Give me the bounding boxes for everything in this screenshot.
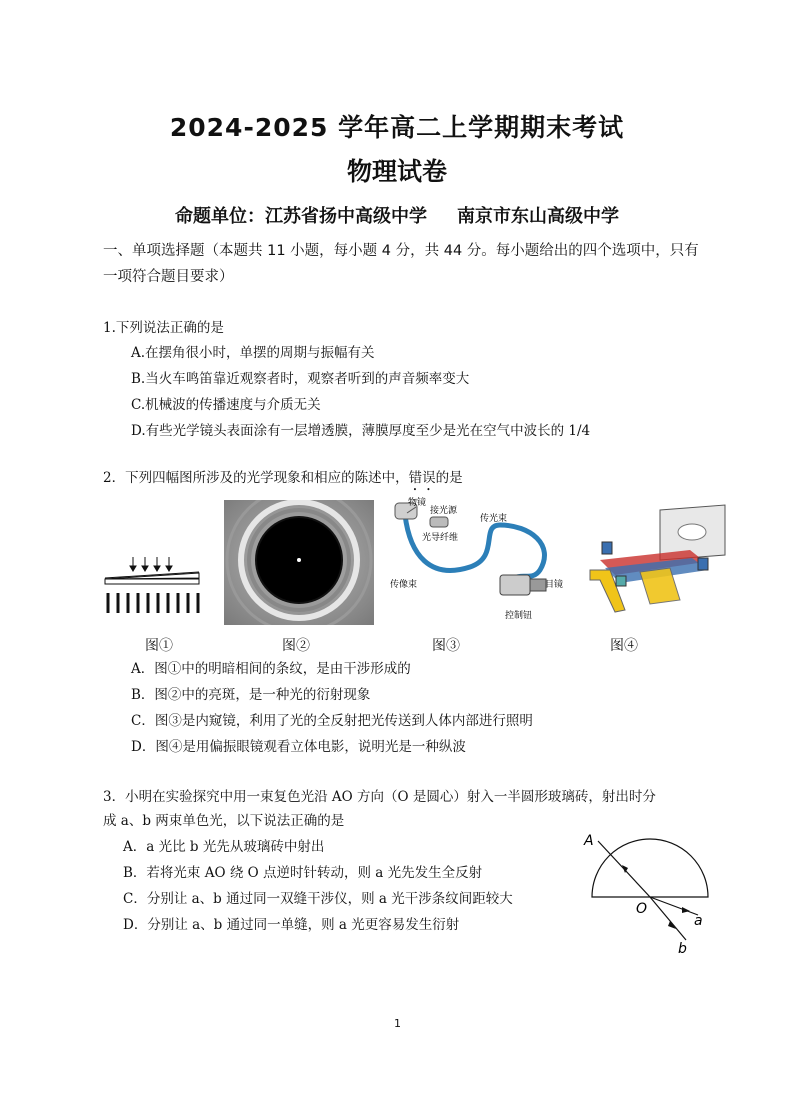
fig3-caption: 图③ — [432, 638, 460, 654]
q1-option-c: C.机械波的传播速度与介质无关 — [131, 397, 321, 413]
author-first: 命题单位：江苏省扬中高级中学 — [175, 206, 427, 227]
q2-option-d: D．图④是用偏振眼镜观看立体电影，说明光是一种纵波 — [131, 739, 466, 755]
fig3-label-knob: 控制钮 — [505, 611, 533, 621]
q1-option-d: D.有些光学镜头表面涂有一层增透膜，薄膜厚度至少是光在空气中波长的 1/4 — [131, 423, 591, 439]
fig3-label-fiber: 光导纤维 — [422, 533, 459, 543]
fringe-lines — [108, 593, 198, 613]
q2-options — [131, 656, 691, 760]
q3-options — [123, 834, 593, 938]
q2-stem-after: 的是 — [435, 470, 463, 486]
label-b: b — [678, 941, 687, 957]
q3-semicircle-figure — [578, 825, 718, 960]
q3-option-b: B．若将光束 AO 绕 O 点逆时针转动，则 a 光先发生全反射 — [123, 865, 483, 881]
fig3-label-image-beam: 传像束 — [390, 580, 418, 590]
q1-options — [131, 340, 691, 444]
exam-subtitle: 物理试卷 — [346, 157, 447, 186]
fig3-label-light-source: 接光源 — [430, 506, 458, 516]
exam-authors — [0, 202, 794, 228]
fig3-label-objective: 物镜 — [408, 498, 427, 508]
q2-option-a: A．图①中的明暗相间的条纹，是由干涉形成的 — [131, 661, 411, 677]
q2-stem-emphasis: 错误 — [408, 470, 436, 486]
q3-stem-line2: 成 a、b 两束单色光，以下说法正确的是 — [103, 813, 345, 829]
section-heading-line1: 一、单项选择题（本题共 11 小题，每小题 4 分，共 44 分。每小题给出的四个选项中，只有 — [103, 243, 699, 259]
semicircle-glass — [592, 839, 708, 897]
incident-arrows — [130, 557, 172, 571]
q3-option-c: C．分别让 a、b 通过同一双缝干涉仪，则 a 光干涉条纹间距较大 — [123, 891, 513, 907]
q3-stem-line1: 3．小明在实验探究中用一束复色光沿 AO 方向（O 是圆心）射入一半圆形玻璃砖，射出时分 — [103, 789, 656, 805]
label-A: A — [584, 833, 594, 849]
fig3-label-eyepiece: 目镜 — [545, 580, 564, 590]
q1-option-a: A.在摆角很小时，单摆的周期与振幅有关 — [131, 345, 375, 361]
section-heading-line2: 一项符合题目要求） — [103, 269, 234, 285]
figure-1-wedge-fringes — [103, 555, 203, 615]
q3-option-a: A．a 光比 b 光先从玻璃砖中射出 — [123, 839, 325, 855]
fig4-caption: 图④ — [610, 638, 638, 654]
figure-3-endoscope — [380, 495, 575, 625]
q1-option-b: B.当火车鸣笛靠近观察者时，观察者听到的声音频率变大 — [131, 371, 470, 387]
fig3-label-light-beam: 传光束 — [480, 514, 508, 524]
figure-2-poisson-spot — [224, 500, 374, 625]
section-heading — [103, 238, 723, 290]
author-second: 南京市东山高级中学 — [457, 206, 619, 227]
q2-option-b: B．图②中的亮斑，是一种光的衍射现象 — [131, 687, 371, 703]
q2-option-c: C．图③是内窥镜，利用了光的全反射把光传送到人体内部进行照明 — [131, 713, 533, 729]
q2-stem — [103, 466, 463, 494]
figure-4-3d-movie — [580, 500, 730, 618]
q3-option-d: D．分别让 a、b 通过同一单缝，则 a 光更容易发生衍射 — [123, 917, 460, 933]
q1-stem: 1.下列说法正确的是 — [103, 320, 224, 336]
ray-b-arrow — [668, 921, 676, 929]
fig2-caption: 图② — [282, 638, 310, 654]
label-O: O — [636, 901, 648, 917]
exam-title: 2024-2025 学年高二上学期期末考试 — [169, 113, 625, 142]
label-a: a — [694, 913, 703, 929]
glass-plates — [105, 572, 199, 584]
q2-stem-before: 2．下列四幅图所涉及的光学现象和相应的陈述中， — [103, 470, 409, 486]
page-number: 1 — [394, 1017, 401, 1030]
fig1-caption: 图① — [145, 638, 173, 654]
